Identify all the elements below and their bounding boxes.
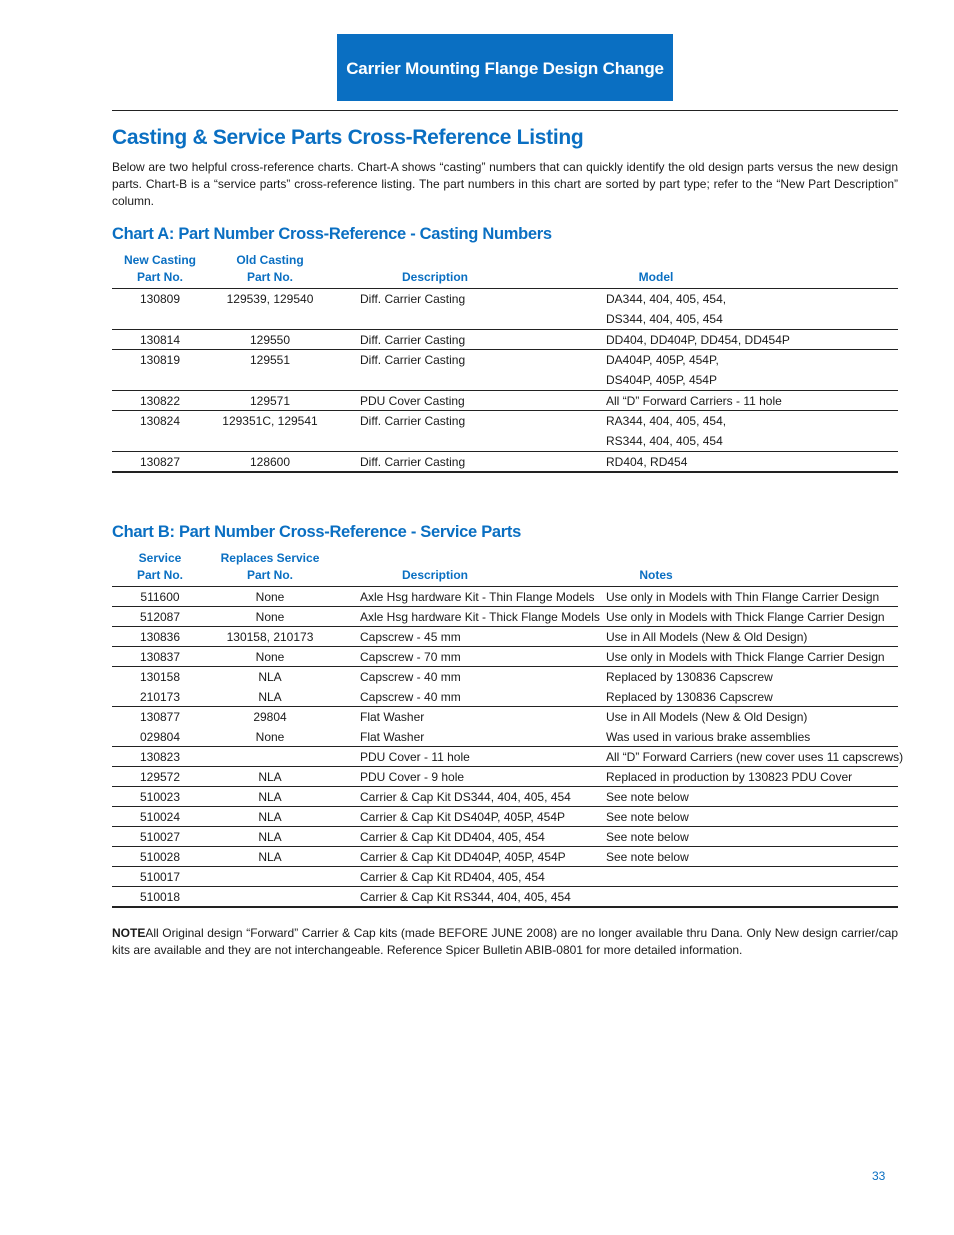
service-part-no: 130837	[139, 650, 181, 664]
replaces-service-part-no: NLA	[258, 690, 282, 704]
table-row	[112, 707, 898, 727]
description: PDU Cover - 9 hole	[360, 770, 465, 784]
chart-b-title: Chart B: Part Number Cross-Reference - Service Parts	[112, 523, 521, 541]
replaces-service-part-no: None	[255, 610, 285, 624]
chart-a-header-row	[112, 254, 898, 289]
model-line-2: RS344, 404, 405, 454	[606, 434, 723, 448]
replaces-service-part-no: NLA	[258, 830, 282, 844]
chart-a-col-description: Description	[401, 270, 468, 284]
chart-a-title: Chart A: Part Number Cross-Reference - Casting Numbers	[112, 225, 552, 243]
table-row	[112, 350, 898, 391]
page-title: Casting & Service Parts Cross-Reference Listing	[112, 126, 584, 149]
table-row	[112, 807, 898, 827]
replaces-service-part-no: NLA	[258, 770, 282, 784]
replaces-service-part-no: 130158, 210173	[226, 630, 314, 644]
notes: Use only in Models with Thick Flange Carrier Design	[606, 650, 885, 664]
table-row	[112, 687, 898, 707]
old-casting-part-no: 128600	[249, 455, 291, 469]
chart-b-col-notes: Notes	[639, 568, 673, 582]
table-row	[112, 411, 898, 452]
old-casting-part-no: 129351C, 129541	[222, 414, 318, 428]
service-part-no: 130823	[139, 750, 181, 764]
table-row	[112, 827, 898, 847]
service-part-no: 210173	[139, 690, 181, 704]
notes: Use only in Models with Thick Flange Carrier Design	[606, 610, 885, 624]
replaces-service-part-no: None	[255, 650, 285, 664]
description: Carrier & Cap Kit DD404P, 405P, 454P	[360, 850, 566, 864]
description: Carrier & Cap Kit DS344, 404, 405, 454	[360, 790, 571, 804]
note-paragraph	[112, 925, 898, 959]
table-row	[112, 887, 898, 908]
notes: Replaced by 130836 Capscrew	[606, 670, 773, 684]
description: Carrier & Cap Kit RD404, 405, 454	[360, 870, 545, 884]
new-casting-part-no: 130822	[139, 394, 181, 408]
table-row	[112, 627, 898, 647]
description: Diff. Carrier Casting	[360, 455, 466, 469]
notes: See note below	[606, 830, 689, 844]
description: Diff. Carrier Casting	[360, 353, 466, 367]
model: DA344, 404, 405, 454,	[606, 292, 727, 306]
chart-b-body	[112, 587, 904, 908]
new-casting-part-no: 130809	[139, 292, 181, 306]
section-header	[337, 34, 673, 101]
notes: See note below	[606, 850, 689, 864]
chart-a-col-old-casting: Old Casting Part No.	[236, 253, 304, 284]
replaces-service-part-no: NLA	[258, 850, 282, 864]
service-part-no: 130158	[139, 670, 181, 684]
description: PDU Cover - 11 hole	[360, 750, 470, 764]
description: Axle Hsg hardware Kit - Thick Flange Models	[360, 610, 600, 624]
replaces-service-part-no: NLA	[258, 670, 282, 684]
service-part-no: 510017	[139, 870, 181, 884]
service-part-no: 510024	[139, 810, 181, 824]
chart-b-col-replaces-service: Replaces Service Part No.	[220, 551, 320, 582]
replaces-service-part-no: NLA	[258, 810, 282, 824]
description: Capscrew - 40 mm	[360, 690, 461, 704]
service-part-no: 510028	[139, 850, 181, 864]
description: Diff. Carrier Casting	[360, 333, 466, 347]
table-row	[112, 727, 898, 747]
service-part-no: 510027	[139, 830, 181, 844]
chart-b-header-row	[112, 552, 898, 587]
table-row	[112, 787, 898, 807]
notes: Replaced by 130836 Capscrew	[606, 690, 773, 704]
old-casting-part-no: 129551	[249, 353, 291, 367]
service-part-no: 029804	[139, 730, 181, 744]
table-row	[112, 747, 904, 767]
description: Diff. Carrier Casting	[360, 292, 466, 306]
description: Carrier & Cap Kit DD404, 405, 454	[360, 830, 545, 844]
notes: All “D” Forward Carriers (new cover uses 11 capscrews)	[606, 750, 904, 764]
new-casting-part-no: 130819	[139, 353, 181, 367]
replaces-service-part-no: None	[255, 590, 285, 604]
old-casting-part-no: 129571	[249, 394, 291, 408]
chart-b-table	[112, 551, 904, 908]
note-text: All Original design “Forward” Carrier & Cap kits (made BEFORE JUNE 2008) are no longer available thru Dana. Only New design carrier/cap kits are available and they are not interchangeable. Reference Spicer Bulletin ABIB-0801 for more detailed information.	[112, 926, 898, 957]
model: All “D” Forward Carriers - 11 hole	[606, 394, 782, 408]
note-label: NOTE	[112, 926, 146, 940]
notes: Replaced in production by 130823 PDU Cover	[606, 770, 853, 784]
chart-b-col-description: Description	[401, 568, 468, 582]
table-row	[112, 847, 898, 867]
page-number: 33	[872, 1169, 886, 1183]
chart-a-col-model: Model	[638, 270, 674, 284]
new-casting-part-no: 130827	[139, 455, 181, 469]
table-row	[112, 647, 898, 667]
service-part-no: 511600	[140, 590, 180, 604]
service-part-no: 129572	[139, 770, 181, 784]
old-casting-part-no: 129550	[249, 333, 291, 347]
service-part-no: 130836	[139, 630, 181, 644]
notes: See note below	[606, 790, 689, 804]
section-header-title: Carrier Mounting Flange Design Change	[346, 58, 664, 78]
description: Flat Washer	[360, 730, 425, 744]
service-part-no: 130877	[139, 710, 181, 724]
replaces-service-part-no: 29804	[253, 710, 287, 724]
intro-paragraph: Below are two helpful cross-reference charts. Chart-A shows “casting” numbers that can quickly identify the old design parts versus the new design parts. Chart-B is a “service parts” cross-reference listing. The part numbers in this chart are sorted by part type; refer to the “New Part Description” column.	[112, 160, 898, 208]
description: Diff. Carrier Casting	[360, 414, 466, 428]
model-line-2: DS344, 404, 405, 454	[606, 312, 723, 326]
table-row	[112, 289, 898, 330]
new-casting-part-no: 130824	[139, 414, 181, 428]
table-row	[112, 607, 898, 627]
new-casting-part-no: 130814	[139, 333, 181, 347]
table-row	[112, 391, 898, 411]
notes: Was used in various brake assemblies	[606, 730, 811, 744]
table-row	[112, 767, 898, 787]
model: RA344, 404, 405, 454,	[606, 414, 727, 428]
notes: Use only in Models with Thin Flange Carrier Design	[606, 590, 880, 604]
description: PDU Cover Casting	[360, 394, 465, 408]
chart-a-body	[112, 289, 898, 473]
old-casting-part-no: 129539, 129540	[226, 292, 314, 306]
table-row	[112, 330, 898, 350]
description: Capscrew - 70 mm	[360, 650, 461, 664]
model: DA404P, 405P, 454P,	[606, 353, 719, 367]
table-row	[112, 867, 898, 887]
chart-a-col-new-casting: New Casting Part No.	[123, 253, 196, 284]
notes: See note below	[606, 810, 689, 824]
service-part-no: 510023	[139, 790, 181, 804]
description: Flat Washer	[360, 710, 425, 724]
replaces-service-part-no: NLA	[258, 790, 282, 804]
table-row	[112, 452, 898, 473]
table-row	[112, 667, 898, 687]
notes: Use in All Models (New & Old Design)	[606, 710, 808, 724]
notes: Use in All Models (New & Old Design)	[606, 630, 808, 644]
service-part-no: 510018	[139, 890, 181, 904]
description: Carrier & Cap Kit DS404P, 405P, 454P	[360, 810, 566, 824]
description: Capscrew - 40 mm	[360, 670, 461, 684]
description: Axle Hsg hardware Kit - Thin Flange Models	[360, 590, 595, 604]
model: RD404, RD454	[606, 455, 688, 469]
chart-a-table	[112, 254, 898, 473]
header-divider	[112, 110, 898, 111]
replaces-service-part-no: None	[255, 730, 285, 744]
chart-b-col-service-part: Service Part No.	[136, 551, 183, 582]
description: Carrier & Cap Kit RS344, 404, 405, 454	[360, 890, 571, 904]
model: DD404, DD404P, DD454, DD454P	[606, 333, 790, 347]
table-row	[112, 587, 898, 607]
description: Capscrew - 45 mm	[360, 630, 461, 644]
service-part-no: 512087	[139, 610, 181, 624]
model-line-2: DS404P, 405P, 454P	[606, 373, 717, 387]
